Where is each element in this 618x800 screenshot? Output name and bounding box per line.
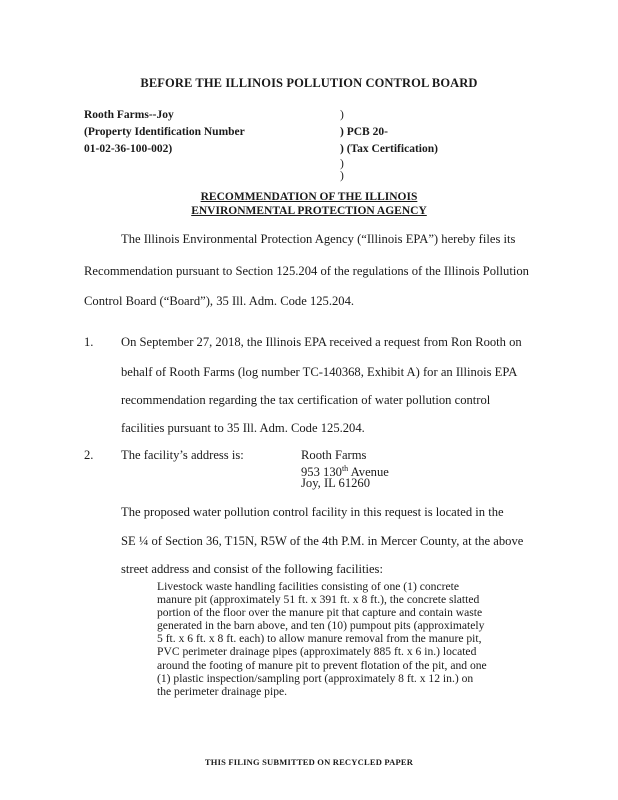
caption-party-line-3: 01-02-36-100-002) bbox=[84, 143, 173, 155]
intro-line-2: Recommendation pursuant to Section 125.204 of the regulations of the Illinois Pollution bbox=[84, 264, 529, 278]
para-2-line-2: SE ¼ of Section 36, T15N, R5W of the 4th P.M. in Mercer County, at the above bbox=[121, 534, 524, 548]
para-1-line-4: facilities pursuant to 35 Ill. Adm. Code 125.204. bbox=[121, 421, 365, 435]
address-name: Rooth Farms bbox=[301, 448, 367, 462]
para-1-line-1: On September 27, 2018, the Illinois EPA received a request from Ron Rooth on bbox=[121, 335, 522, 349]
caption-bracket: ) bbox=[340, 109, 344, 121]
caption-case-number: ) PCB 20- bbox=[340, 126, 388, 138]
caption-case-type: ) (Tax Certification) bbox=[340, 143, 438, 155]
facility-description: Livestock waste handling facilities consisting of one (1) concrete manure pit (approximately 51 ft. x 391 ft. x 8 ft.), the concrete slatted portion of the floor over the manure pit that capture and contain waste generated in the barn above, and ten (10) pumpout pits (approximately 5 ft. x 6 ft. x 8 ft. each) to allow manure removal from the manure pit, PVC perimeter drainage pipes (approximately 885 ft. x 6 in.) located around the footing of manure pit to prevent flotation of the pit, and one (1) plastic inspection/sampling port (approximately 8 ft. x 12 in.) on the perimeter drainage pipe. bbox=[157, 580, 487, 698]
para-1-line-3: recommendation regarding the tax certification of water pollution control bbox=[121, 393, 491, 407]
caption-party-line-2: (Property Identification Number bbox=[84, 126, 245, 138]
intro-line-3: Control Board (“Board”), 35 Ill. Adm. Code 125.204. bbox=[84, 294, 355, 308]
para-2-line-3: street address and consist of the following facilities: bbox=[121, 562, 383, 576]
caption-bracket: ) bbox=[340, 158, 344, 170]
address-street-name: Avenue bbox=[348, 465, 389, 480]
address-street-number: 953 130 bbox=[301, 465, 342, 480]
para-2-label: The facility’s address is: bbox=[121, 448, 244, 462]
recommendation-heading-line-2: ENVIRONMENTAL PROTECTION AGENCY bbox=[191, 205, 427, 217]
para-2-number: 2. bbox=[84, 448, 94, 462]
page-footer: THIS FILING SUBMITTED ON RECYCLED PAPER bbox=[204, 757, 414, 767]
document-title: BEFORE THE ILLINOIS POLLUTION CONTROL BOARD bbox=[140, 76, 478, 90]
para-2-line-1: The proposed water pollution control facility in this request is located in the bbox=[121, 505, 504, 519]
caption-bracket: ) bbox=[340, 170, 344, 182]
caption-party-line-1: Rooth Farms--Joy bbox=[84, 109, 174, 121]
address-city: Joy, IL 61260 bbox=[301, 476, 371, 490]
recommendation-heading-line-1: RECOMMENDATION OF THE ILLINOIS bbox=[200, 191, 418, 203]
intro-line-1: The Illinois Environmental Protection Agency (“Illinois EPA”) hereby files its bbox=[121, 232, 516, 246]
address-street-suffix: th bbox=[341, 464, 349, 473]
para-1-number: 1. bbox=[84, 335, 94, 349]
para-1-line-2: behalf of Rooth Farms (log number TC-140368, Exhibit A) for an Illinois EPA bbox=[121, 365, 518, 379]
